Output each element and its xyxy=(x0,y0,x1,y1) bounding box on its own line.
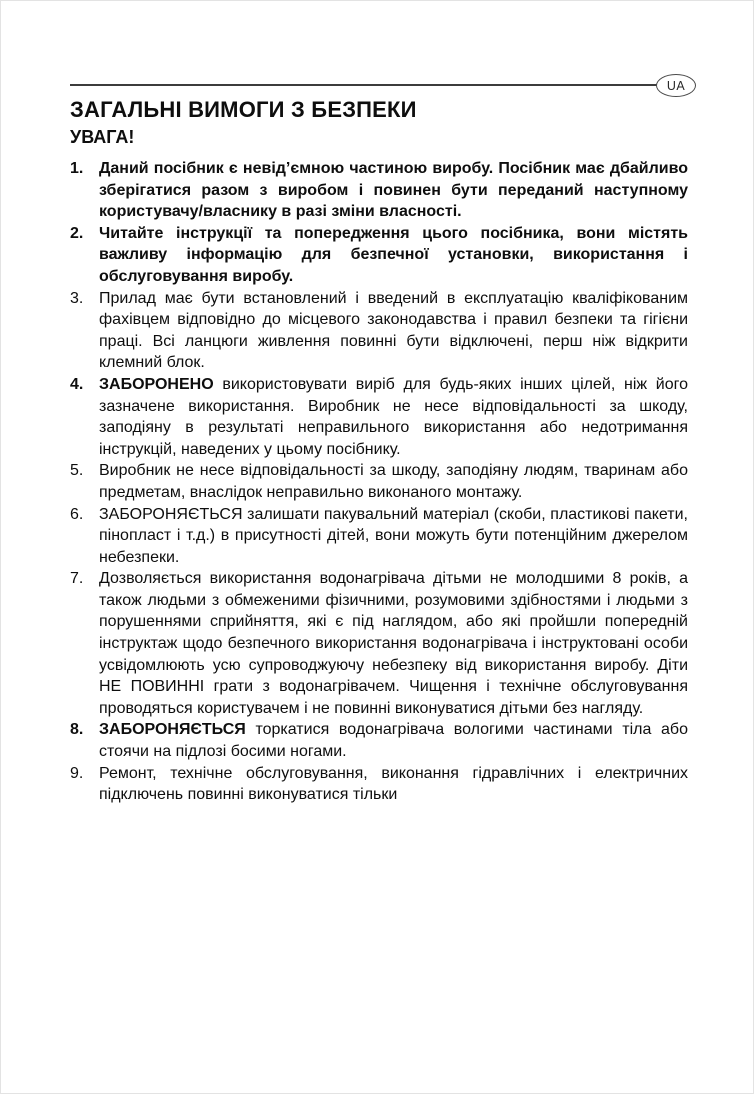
item-number: 8. xyxy=(70,721,84,739)
item-number: 2. xyxy=(70,224,84,242)
item-number: 9. xyxy=(70,764,84,782)
item-text-segment: Ремонт, технічне обслуговування, виконання гідравлічних і електричних підключень повинні виконуватися тільки xyxy=(99,764,688,804)
item-text-bold-segment: ЗАБОРОНЯЄТЬСЯ xyxy=(99,721,246,739)
list-item xyxy=(70,374,688,460)
list-item xyxy=(70,719,688,762)
item-text xyxy=(99,374,688,460)
attention-heading: УВАГА! xyxy=(70,127,135,147)
list-item xyxy=(70,158,688,223)
list-item xyxy=(70,763,688,806)
list-item xyxy=(70,223,688,288)
item-text xyxy=(99,568,688,719)
item-text-segment: Виробник не несе відповідальності за шкоду, заподіяну людям, тваринам або предметам, внаслідок неправильно виконаного монтажу. xyxy=(99,462,688,501)
item-text-segment: Дозволяється використання водонагрівача дітьми не молодшими 8 років, а також людьми з обмеженими фізичними, розумовими здібностями і людьми з порушеннями сприйняття, які є під наглядом, або які пройшли попередній інструктаж щодо безпечного використання водонагрівача і інструктовані особи усвідомлюють усю супроводжуючу небезпеку від використання виробу. Діти НЕ ПОВИННІ грати з водонагрівачем. Чищення і технічне обслуговування проводяться користувачем і не повинні виконуватися дітьми без нагляду. xyxy=(99,570,688,717)
header-rule xyxy=(70,78,688,93)
item-text xyxy=(99,763,688,806)
item-text-bold-segment: Даний посібник є невід’ємною частиною виробу. Посібник має дбайливо зберігатися разом з виробом і повинен бути переданий наступному користувачу/власнику в разі зміни власності. xyxy=(99,160,688,221)
item-text xyxy=(99,288,688,374)
list-item xyxy=(70,460,688,503)
item-text-segment: використовувати виріб для будь-яких інших цілей, ніж його зазначене використання. Виробник не несе відповідальності за шкоду, заподіяну в результаті неправильного використання або недотримання інструкцій, наведених у цьому посібнику. xyxy=(99,375,688,458)
page-content xyxy=(70,78,688,806)
item-text-segment: торкатися водонагрівача вологими частинами тіла або стоячи на підлозі босими ногами. xyxy=(99,721,688,761)
item-text xyxy=(99,223,688,288)
item-number: 5. xyxy=(70,462,84,480)
item-number: 3. xyxy=(70,289,84,307)
item-text xyxy=(99,158,688,223)
item-number: 7. xyxy=(70,570,84,588)
language-badge-label: UA xyxy=(666,78,686,93)
item-text-bold-segment: ЗАБОРОНЕНО xyxy=(99,375,214,393)
list-item xyxy=(70,504,688,569)
item-number: 1. xyxy=(70,160,84,177)
item-text-segment: ЗАБОРОНЯЄТЬСЯ залишати пакувальний матеріал (скоби, пластикові пакети, пінопласт і т.д.) в присутності дітей, вони можуть бути потенційним джерелом небезпеки. xyxy=(99,505,688,566)
item-number: 6. xyxy=(70,505,84,523)
list-item xyxy=(70,288,688,374)
page-title: ЗАГАЛЬНІ ВИМОГИ З БЕЗПЕКИ xyxy=(70,97,417,122)
item-text-bold-segment: Читайте інструкції та попередження цього посібника, вони містять важливу інформацію для безпечної установки, використання і обслуговування виробу. xyxy=(99,224,688,285)
item-text xyxy=(99,719,688,762)
item-text-segment: Прилад має бути встановлений і введений в експлуатацію кваліфікованим фахівцем відповідно до місцевого законодавства і правил безпеки та гігієни праці. Всі ланцюги живлення повинні бути відключені, перш ніж відкрити клемний блок. xyxy=(99,289,688,372)
language-badge xyxy=(656,74,696,97)
list-item xyxy=(70,568,688,719)
item-text xyxy=(99,460,688,503)
safety-list xyxy=(70,158,688,806)
item-text xyxy=(99,504,688,569)
item-number: 4. xyxy=(70,375,84,393)
